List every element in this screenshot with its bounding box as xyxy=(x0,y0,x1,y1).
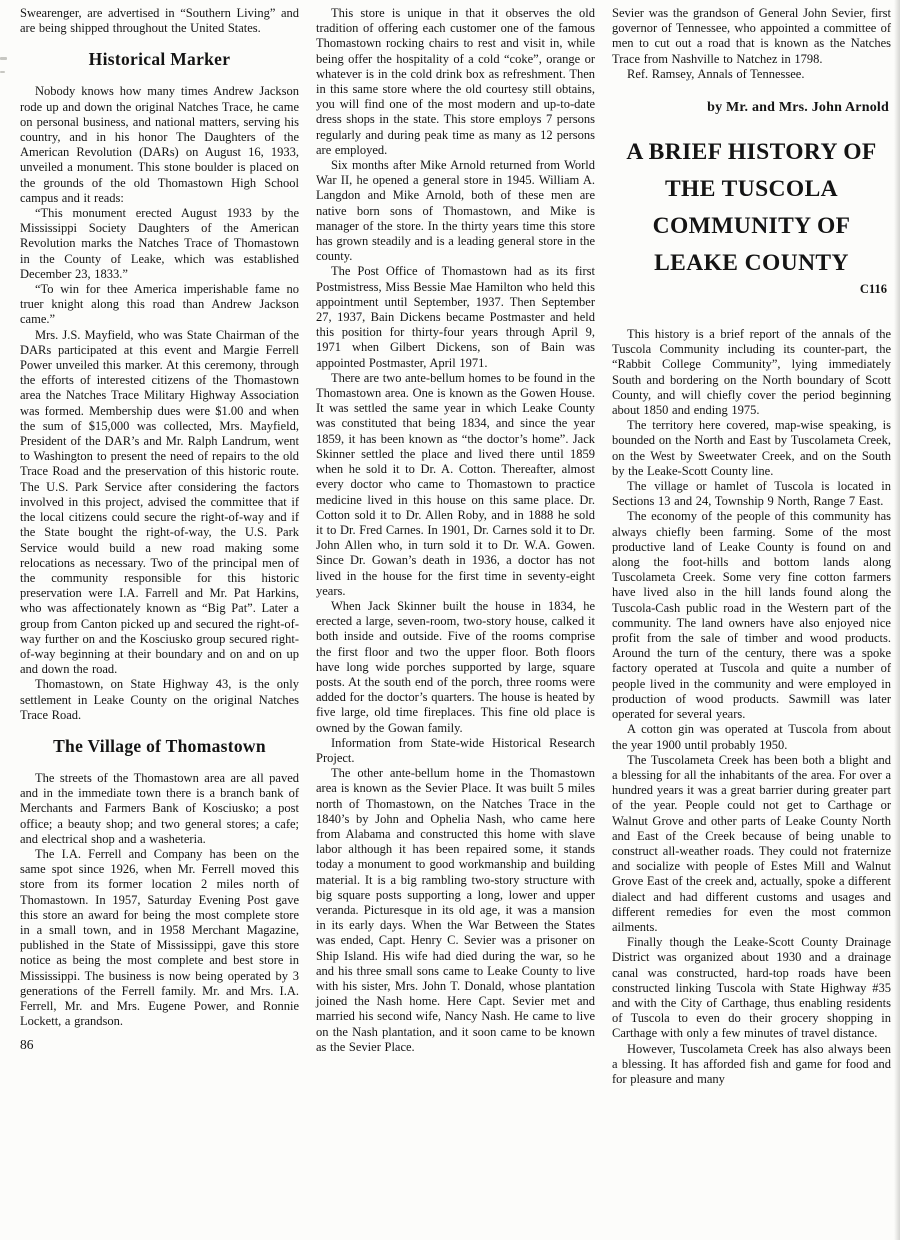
paragraph: Ref. Ramsey, Annals of Tennessee. xyxy=(627,66,805,81)
paragraph: “To win for thee America imperishable fame no truer knight along this road than Andrew Jackson came.” xyxy=(20,282,299,327)
paragraph: This history is a brief report of the annals of the Tuscola Community including its counter-part, the “Rabbit College Community”, lying immediately South and bordering on the North boundary of Scott County, and will chiefly cover the period beginning about 1850 and ending 1975. xyxy=(612,327,891,418)
spacer xyxy=(612,82,891,90)
column-left xyxy=(20,6,299,1087)
paragraph: Thomastown, on State Highway 43, is the only settlement in Leake County on the original Natches Trace Road. xyxy=(20,677,299,722)
paragraph: Nobody knows how many times Andrew Jackson rode up and down the original Natches Trace, he came on personal business, and national matters, serving his country, and in his honor The Daughters of the American Revolution (DARs) on August 16, 1933, unveiled a monument. This stone boulder is placed on the grounds of the old Thomastown High School campus and it reads: xyxy=(20,84,299,205)
paragraph: Swearenger, are advertised in “Southern Living” and are being shipped throughout the United States. xyxy=(20,6,299,36)
scan-mark-artifact xyxy=(0,57,7,60)
paragraph: This store is unique in that it observes the old tradition of offering each customer one of the famous Thomastown rocking chairs to rest and visit in, while being offer the hospitality of a cold “coke”, orange or whatever is in the cold drink box as refreshment. Then in this same store where the old courtesy still obtains, you will find one of the most modern and up-to-date dress shops in the state. This store employs 7 persons regularly and during peak time as many as 12 persons are employed. xyxy=(316,6,595,157)
section-heading: The Village of Thomastown xyxy=(53,735,266,756)
code-label: C116 xyxy=(859,282,887,297)
scan-mark-artifact xyxy=(0,71,5,73)
paragraph: The Tuscolameta Creek has been both a blight and a blessing for all the inhabitants of the area. For over a hundred years it was a great barrier during greater part of the year. People could not get to Carthage or Walnut Grove and other parts of Leake County North and East of the Creek because of being unable to construct all-weather roads. They could not fraternize and socialize with people of Estes Mill and Walnut Grove East of the creek and, actually, spoke a different dialect and had different customs and usages and different remedies for even the most common ailments. xyxy=(612,752,891,934)
paragraph: There are two ante-bellum homes to be found in the Thomastown area. One is known as the Gowen House. It was settled the same year in which Leake County was constituted that being 1834, and since the year 1859, it has been known as “the doctor’s home”. Jack Skinner settled the place and lived there until 1859 when he sold it to Dr. A. Cotton. Thereafter, almost every doctor who came to Thomastown to practice medicine lived in this house on this same place. Dr. Cotton sold it to Dr. Allen Roby, and in 1888 he sold it to Dr. Fred Carnes. In 1901, Dr. Carnes sold it to Dr. John Allen who, in turn sold it to Dr. W.A. Gowen. Since Dr. Gowan’s death in 1936, a doctor has not lived in the house for the first time in seventy-eight years. xyxy=(316,370,595,598)
page-columns xyxy=(20,6,891,1087)
page-number: 86 xyxy=(20,1037,34,1053)
paragraph: The village or hamlet of Tuscola is located in Sections 13 and 24, Township 9 North, Range 7 East. xyxy=(612,479,891,509)
scan-edge-artifact xyxy=(894,0,900,1240)
article-title-line: LEAKE COUNTY xyxy=(654,250,849,277)
article-title-line: THE TUSCOLA xyxy=(664,176,839,203)
article-title-line: A BRIEF HISTORY OF xyxy=(626,139,877,166)
paragraph: The territory here covered, map-wise speaking, is bounded on the North and East by Tuscolameta Creek, on the West by Sweetwater Creek, and on the South by the Leake-Scott County line. xyxy=(612,418,891,478)
section-heading: Historical Marker xyxy=(88,49,231,70)
paragraph: The economy of the people of this community has always chiefly been farming. Some of the most productive land of Leake County is found on and along the foot-hills and bottom lands along Tuscolameta Creek. Some very fine cotton farmers have lived also in the hill lands found along the Tuscola-Cash public road in the Western part of the community. The land owners have also enjoyed nice profit from the sale of timber and wood products. Around the turn of the century, there was a spoke factory operated at Tuscola and quite a number of people lived in the community and were employed in production of wood products. Sawmill was later operated for several years. xyxy=(612,509,891,722)
paragraph: Finally though the Leake-Scott County Drainage District was organized about 1930 and a drainage canal was constructed, hard-top roads have been constructed linking Tuscola with State Highway #35 and with the City of Carthage, thus enabling residents of Tuscola to even do their grocery shopping in Carthage with only a few minutes of travel distance. xyxy=(612,935,891,1041)
column-right xyxy=(612,6,891,1087)
article-title xyxy=(612,134,891,282)
column-middle xyxy=(316,6,595,1087)
paragraph: The Post Office of Thomastown had as its first Postmistress, Miss Bessie Mae Hamilton who held this appointment until September, 1937. Then September 27, 1937, Bain Dickens became Postmaster and held this position for thirty-four years through April 9, 1971 when Gilbert Dickens, son of Bain was appointed Postmaster, April 1971. xyxy=(316,264,595,370)
paragraph: However, Tuscolameta Creek has also always been a blessing. It has afforded fish and game for food and for pleasure and many xyxy=(612,1041,891,1086)
paragraph: Information from State-wide Historical Research Project. xyxy=(316,735,595,765)
byline: by Mr. and Mrs. John Arnold xyxy=(707,100,889,116)
paragraph: Mrs. J.S. Mayfield, who was State Chairman of the DARs participated at this event and Margie Ferrell Power unveiled this marker. At this ceremony, through the efforts of interested citizens of the Thomastown area the Natches Trace Military Highway Association was formed. Membership dues were $1.00 and when the sum of $15,000 was collected, Mrs. Mayfield, President of the DAR’s and Mr. Ralph Landrum, went to Washington to present the need of repairs to the old Trace Road and the preservation of this historic route. The U.S. Park Service after considering the factors involved in this project, advised the committee that if the local citizens could secure the right-of-way and if the State bought the right-of-way, the U.S. Park Service would build a new road making some relocations as necessary. Two of the principal men of the community responsible for this historic preservation were I.A. Farrell and Mr. Pat Harkins, who was affectionately known as “Big Pat”. Later a group from Canton picked up and secured the right-of-way further on and the Kosciusko group secured right-of-way beginning at their boundary and on and on up and down the road. xyxy=(20,327,299,677)
paragraph: The I.A. Ferrell and Company has been on the same spot since 1926, when Mr. Ferrell moved this store from its former location 2 miles north of Thomastown. In 1957, Saturday Evening Post gave this store an award for being the most complete store in a small town, and in 1958 Merchant Magazine, published in the State of Mississippi, gave this store notice as being the most complete and best store in Mississippi. The business is now being operated by 3 generations of the Ferrell family. Mr. and Mrs. I.A. Ferrell, Mr. and Mrs. Eugene Power, and Ronnie Lockett, a grandson. xyxy=(20,846,299,1029)
article-title-line: COMMUNITY OF xyxy=(652,213,851,240)
paragraph: Sevier was the grandson of General John Sevier, first governor of Tennessee, who appointed a committee of men to cut out a road that is known as the Natches Trace from Nashville to Natchez in 1798. xyxy=(612,6,891,66)
paragraph: The other ante-bellum home in the Thomastown area is known as the Sevier Place. It was built 5 miles north of Thomastown, on the Natches Trace in the 1840’s by John and Ophelia Nash, who came here from Alabama and constructed this home with slave labor although it has been repaired some, it stands today a monument to good workmanship and building material. It is a big rambling two-story structure with big square posts supporting a long, lower and upper veranda. Picturesque in its old age, it was a mansion in its early days. When the War Between the States was ended, Capt. Henry C. Sevier was a prisoner on Ship Island. His wife had died during the war, so he and his three small sons came to Leake County to live with his sister, Mrs. John T. Donald, whose plantation joined the Nash home. Here Capt. Sevier met and married his second wife, Nancy Nash. He came to live on the Nash plantation, and it soon came to be known as the Sevier Place. xyxy=(316,766,595,1054)
spacer xyxy=(612,297,891,327)
paragraph: The streets of the Thomastown area are all paved and in the immediate town there is a branch bank of Merchants and Farmers Bank of Kosciusko; a post office; a beauty shop; and two general stores; a cafe; and electrical shop and a washeteria. xyxy=(20,770,299,846)
paragraph: A cotton gin was operated at Tuscola from about the year 1900 until probably 1950. xyxy=(612,722,891,752)
paragraph: When Jack Skinner built the house in 1834, he erected a large, seven-room, two-story house, calked it both inside and outside. Five of the rooms comprise the first floor and two the upper floor. Both floors have long wide porches supported by large, square posts. At the south end of the porch, three rooms were added for the doctor’s quarters. The house is heated by five large, old time fireplaces. This fine old place is owned by the Gowan family. xyxy=(316,598,595,735)
paragraph: “This monument erected August 1933 by the Mississippi Society Daughters of the American Revolution marks the Natches Trace of Thomastown in the County of Leake, which was established December 23, 1833.” xyxy=(20,206,299,281)
paragraph: Six months after Mike Arnold returned from World War II, he opened a general store in 1945. William A. Langdon and Mike Arnold, both of these men are native born sons of Thomastown, and Mike is manager of the store. In the thirty years time this store has grown steadily and is a leading general store in the county. xyxy=(316,158,595,264)
